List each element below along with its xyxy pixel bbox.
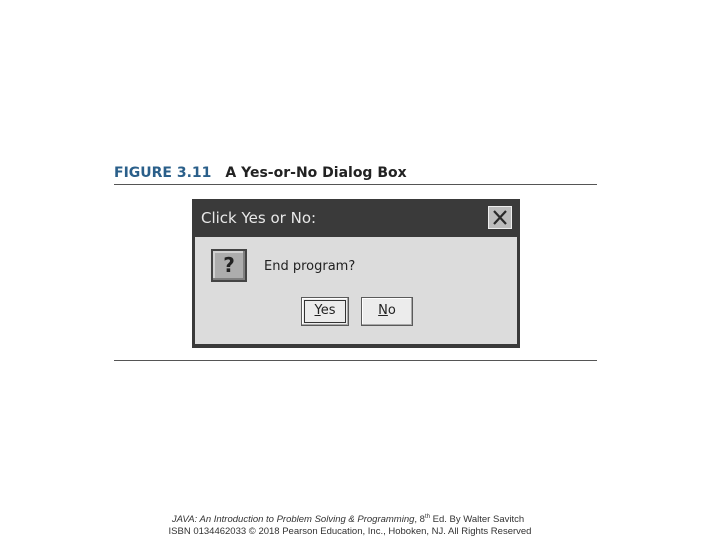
footer-line-2: ISBN 0134462033 © 2018 Pearson Education, Inc., Hoboken, NJ. All Rights Reserved <box>168 526 532 537</box>
no-button[interactable] <box>361 297 413 326</box>
dialog-window <box>192 199 520 348</box>
dialog-content <box>195 237 517 344</box>
footer-book-title: JAVA: An Introduction to Problem Solving & Programming <box>171 514 415 526</box>
figure-title: A Yes-or-No Dialog Box <box>225 165 407 181</box>
yes-label: es <box>320 303 336 318</box>
question-icon: ? <box>211 249 247 282</box>
footer-edition-number: 8 <box>419 514 425 526</box>
dialog-title: Click Yes or No: <box>201 209 317 227</box>
footer-author: Ed. By Walter Savitch <box>429 514 525 526</box>
dialog-message: End program? <box>264 259 356 274</box>
no-label: o <box>387 303 396 318</box>
close-button[interactable] <box>488 206 512 229</box>
yes-button[interactable] <box>301 297 349 326</box>
footer-line-1: JAVA: An Introduction to Problem Solving & Programming, 8th Ed. By Walter Savitch <box>171 514 525 526</box>
close-icon <box>492 209 508 226</box>
yes-mnemonic: Y <box>314 303 321 318</box>
footer-edition-sup: th <box>424 514 430 520</box>
figure-number: FIGURE 3.11 <box>114 165 212 181</box>
bottom-divider <box>114 360 597 361</box>
top-divider <box>114 184 597 185</box>
no-mnemonic: N <box>378 303 388 318</box>
figure-caption <box>114 165 407 181</box>
dialog-titlebar[interactable] <box>192 199 520 237</box>
